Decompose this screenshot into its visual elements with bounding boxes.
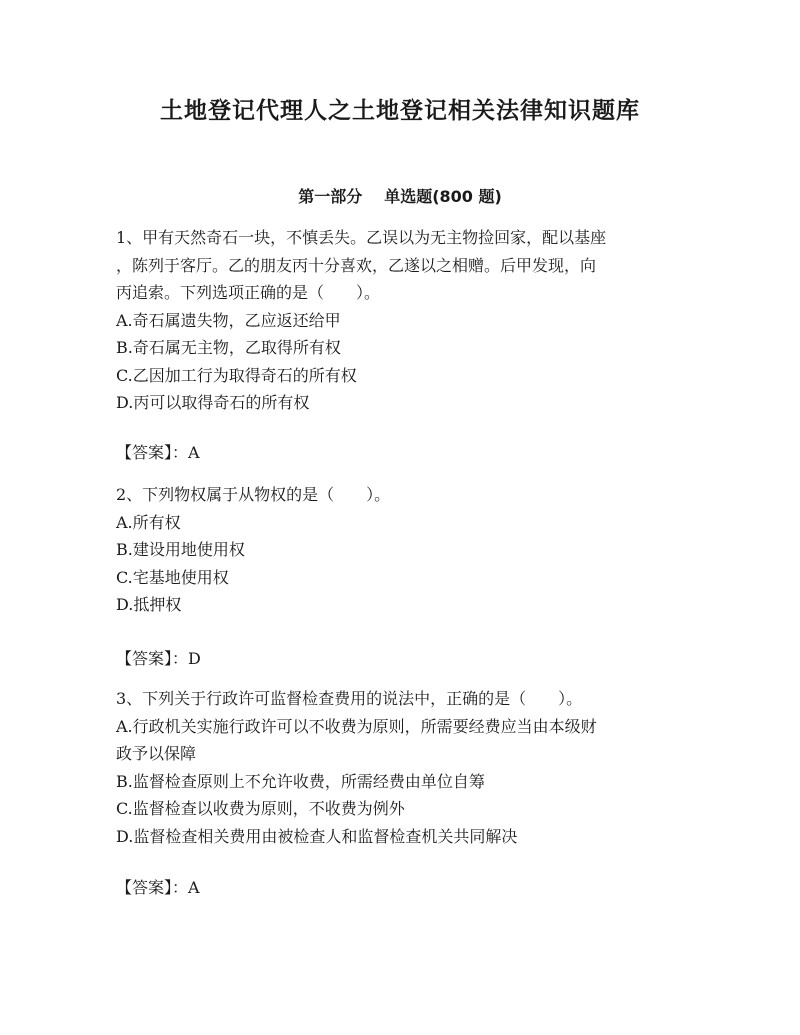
question-3-option-a: A.行政机关实施行政许可以不收费为原则，所需要经费应当由本级财	[116, 716, 597, 736]
question-1-stem-line: 丙追索。下列选项正确的是（ ）。	[116, 283, 381, 302]
question-3-answer	[116, 874, 200, 901]
question-3	[116, 685, 696, 850]
answer-value: A	[188, 878, 200, 897]
question-1-answer	[116, 439, 200, 466]
question-2-option-a: A.所有权	[116, 512, 181, 532]
question-2-option-d: D.抵押权	[116, 595, 182, 614]
question-1-stem-line: 1、甲有天然奇石一块，不慎丢失。乙误以为无主物捡回家，配以基座	[116, 228, 607, 247]
question-3-option-b: B.监督检查原则上不允许收费，所需经费由单位自筹	[116, 771, 485, 791]
question-2-answer	[116, 645, 201, 672]
question-1-option-c: C.乙因加工行为取得奇石的所有权	[116, 365, 357, 385]
question-1	[116, 224, 696, 417]
question-2-option-c: C.宅基地使用权	[116, 567, 229, 587]
document-title: 土地登记代理人之土地登记相关法律知识题库	[160, 98, 640, 124]
answer-value: A	[188, 443, 200, 462]
answer-label: 【答案】：	[116, 878, 189, 897]
question-1-option-d: D.丙可以取得奇石的所有权	[116, 393, 310, 412]
answer-label: 【答案】：	[116, 443, 189, 462]
answer-value: D	[188, 649, 201, 668]
question-3-stem-line: 3、下列关于行政许可监督检查费用的说法中，正确的是（ ）。	[116, 689, 583, 708]
section-name: 单选题(800 题)	[384, 187, 502, 206]
section-title	[0, 184, 800, 207]
question-2-option-b: B.建设用地使用权	[116, 540, 245, 559]
question-1-stem-line: ，陈列于客厅。乙的朋友丙十分喜欢，乙遂以之相赠。后甲发现，向	[116, 255, 597, 275]
question-3-option-a-continued: 政予以保障	[116, 744, 197, 763]
question-2-stem-line: 2、下列物权属于从物权的是（ ）。	[116, 485, 391, 504]
question-2	[116, 481, 696, 619]
question-1-option-a: A.奇石属遗失物，乙应返还给甲	[116, 310, 341, 330]
question-3-option-d: D.监督检查相关费用由被检查人和监督检查机关共同解决	[116, 826, 518, 846]
question-3-option-c: C.监督检查以收费为原则，不收费为例外	[116, 799, 405, 818]
question-1-option-b: B.奇石属无主物，乙取得所有权	[116, 338, 341, 357]
answer-label: 【答案】：	[116, 649, 189, 668]
section-part: 第一部分	[298, 187, 363, 206]
